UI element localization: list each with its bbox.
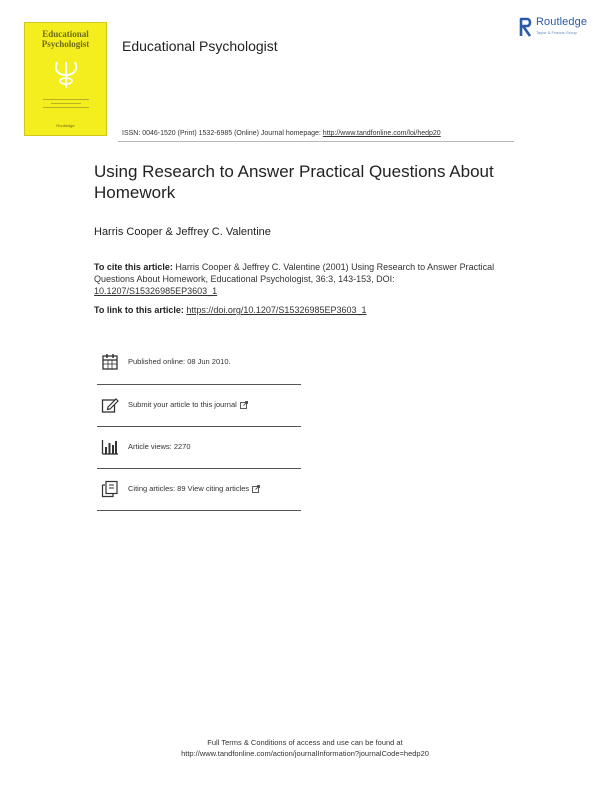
external-link-icon — [252, 485, 260, 493]
bar-chart-icon — [101, 438, 119, 456]
article-authors: Harris Cooper & Jeffrey C. Valentine — [94, 226, 271, 238]
header-divider — [118, 141, 514, 142]
issn-line — [122, 130, 441, 137]
issn-text: ISSN: 0046-1520 (Print) 1532-6985 (Online) Journal homepage: — [122, 130, 321, 137]
submit-article-link[interactable]: Submit your article to this journal — [128, 400, 237, 409]
publisher-name: Routledge — [536, 16, 588, 28]
citation-doi-link[interactable]: 10.1207/S15326985EP3603_1 — [94, 286, 218, 296]
info-submit[interactable] — [97, 384, 301, 427]
cover-rule — [43, 107, 89, 108]
article-views: Article views: 2270 — [128, 442, 191, 451]
citing-articles-link[interactable]: Citing articles: 89 View citing articles — [128, 484, 250, 493]
info-citing-row[interactable] — [128, 484, 260, 493]
cover-title-line2: Psychologist — [41, 39, 90, 49]
citation-block — [94, 261, 514, 297]
publisher-logo[interactable] — [519, 16, 599, 42]
citing-icon — [101, 480, 119, 498]
cover-emblem-icon — [25, 59, 106, 96]
article-title: Using Research to Answer Practical Questions About Homework — [94, 162, 494, 202]
info-list-divider — [97, 510, 301, 511]
journal-name: Educational Psychologist — [122, 38, 278, 54]
cover-rule — [43, 99, 89, 100]
info-published — [97, 342, 301, 384]
cover-publisher-mark: Routledge — [56, 123, 75, 128]
routledge-r-icon — [519, 17, 533, 37]
footer-terms-link[interactable]: http://www.tandfonline.com/action/journalInformation?journalCode=hedp20 — [181, 749, 429, 758]
publisher-tagline: Taylor & Francis Group — [536, 30, 577, 35]
edit-icon — [101, 396, 119, 414]
article-link-block — [94, 305, 367, 315]
article-doi-url[interactable]: https://doi.org/10.1207/S15326985EP3603_1 — [186, 305, 367, 315]
journal-cover — [24, 22, 107, 136]
footer — [120, 737, 490, 759]
external-link-icon — [240, 401, 248, 409]
citation-label: To cite this article: — [94, 262, 173, 272]
info-views — [97, 426, 301, 469]
journal-homepage-link[interactable]: http://www.tandfonline.com/loi/hedp20 — [322, 130, 441, 137]
info-submit-row[interactable] — [128, 400, 248, 409]
published-date: Published online: 08 Jun 2010. — [128, 357, 231, 366]
cover-title-line1: Educational — [42, 29, 89, 39]
cover-title — [25, 29, 106, 49]
cover-rule — [51, 103, 81, 104]
info-citing[interactable] — [97, 468, 301, 511]
citation-text: Harris Cooper & Jeffrey C. Valentine (2001) Using Research to Answer Practical Questions About Homework, Educational Psychologist, 36:3, 143-153, DOI: — [94, 262, 495, 284]
article-link-label: To link to this article: — [94, 305, 184, 315]
calendar-icon — [101, 353, 119, 371]
footer-line1: Full Terms & Conditions of access and use can be found at — [207, 738, 403, 747]
